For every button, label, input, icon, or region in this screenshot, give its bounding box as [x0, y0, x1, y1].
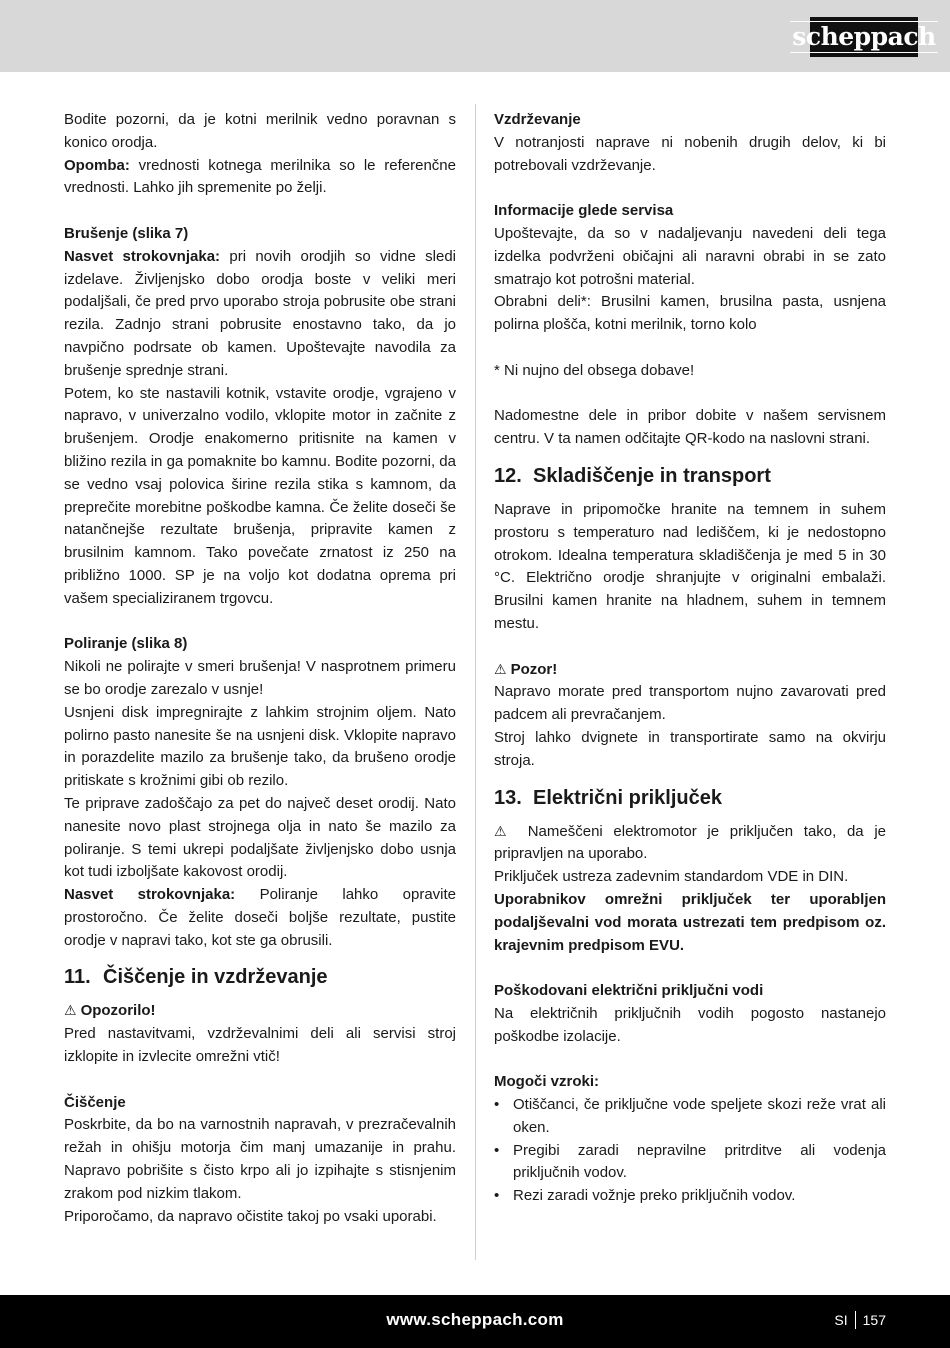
paragraph: Te priprave zadoščajo za pet do največ deset orodij. Nato nanesite novo plast strojnega olja in nato še mazilo za poliranje. S temi ukrepi podaljšate življenjsko dobo usnja kot tudi izboljšate kakovost orodij. [64, 794, 456, 881]
separator [855, 1311, 856, 1329]
section-title: Skladiščenje in transport [533, 464, 771, 487]
warning-triangle-icon: ⚠ [494, 661, 507, 678]
page-header [0, 0, 950, 72]
section-number: 12. [494, 464, 522, 487]
tip-text: Poliranje lahko opravite prostoročno. Če želite doseči boljše rezultate, pustite orodje v napravi tako, kot ste ga obrusili. [64, 886, 456, 949]
causes-list [494, 1094, 886, 1208]
note-text: vrednosti kotnega merilnika so le referenčne vrednosti. Lahko jih spremenite po želji. [64, 156, 456, 197]
scheppach-logo [792, 17, 936, 57]
paragraph-bold: Uporabnikov omrežni priključek ter uporabljen podaljševalni vod morata ustrezati tem predpisom oz. krajevnim predpisom EVU. [494, 890, 886, 954]
section-heading-12 [494, 462, 886, 490]
section-number: 11. [64, 966, 91, 989]
tip-text: pri novih orodjih so vidne sledi izdelave. Življenjsko dobo orodja boste v veliki meri podaljšali, če pred prvo uporabo stroja pobrusite obe strani rezila. Zadnjo strani pobrusite enostavno tako, da jo navpično podrsate ob kamen. Upoštevajte navodila za brušenje sprednje strani. [64, 247, 456, 379]
paragraph: Poskrbite, da bo na varnostnih napravah, v prezračevalnih režah in ohišju motorja čim manj umazanije in prahu. Napravo pobrišite s čisto krpo ali jo izpihajte s stisnjenim zrakom pod nizkim tlakom. [64, 1116, 456, 1202]
column-divider [475, 104, 476, 1260]
left-column [64, 109, 456, 1228]
paragraph: Upoštevajte, da so v nadaljevanju navedeni deli tega izdelka podvrženi običajni ali naravni obrabi in se zato smatrajo kot potrošni material. [494, 224, 886, 288]
paragraph [64, 155, 456, 201]
page-indicator [834, 1311, 886, 1329]
warning-triangle-icon: ⚠ [494, 823, 514, 840]
paragraph: * Ni nujno del obsega dobave! [494, 361, 695, 379]
warning-heading [64, 1000, 456, 1023]
subheading-brusenje: Brušenje (slika 7) [64, 224, 189, 242]
section-heading-11 [64, 963, 456, 991]
paragraph [64, 884, 456, 952]
paragraph: Nadomestne dele in pribor dobite v našem servisnem centru. V ta namen odčitajte QR-kodo na naslovni strani. [494, 407, 886, 448]
page-footer [0, 1295, 950, 1348]
list-item: • Otiščanci, če priključne vode speljete skozi reže vrat ali oken. [494, 1094, 886, 1140]
section-title: Čiščenje in vzdrževanje [103, 966, 328, 989]
warning-label: Pozor! [510, 660, 558, 678]
paragraph-text: Nameščeni elektromotor je priključen tako, da je pripravljen na uporabo. [494, 822, 886, 863]
warning-label: Opozorilo! [80, 1002, 156, 1020]
warning-heading [494, 659, 886, 682]
paragraph: Stroj lahko dvignete in transportirate samo na okvirju stroja. [494, 728, 886, 769]
subheading-poliranje: Poliranje (slika 8) [64, 635, 188, 653]
paragraph: Priključek ustreza zadevnim standardom VDE in DIN. [494, 868, 849, 886]
paragraph [64, 246, 456, 383]
subheading-ciscenje: Čiščenje [64, 1093, 126, 1111]
paragraph: Usnjeni disk impregnirajte z lahkim strojnim oljem. Nato polirno pasto nanesite še na usnjeni disk. Vklopite napravo in porazdelite mazilo za brušenje tako, da brušeno orodje pritiskate s krožnimi gibi ob rezilo. [64, 703, 456, 790]
paragraph: Naprave in pripomočke hranite na temnem in suhem prostoru s temperaturo nad lediščem, ki je nedostopno otrokom. Idealna temperatura skladiščenja je med 5 in 30 °C. Električno orodje shranjujte v originalni embalaži. Brusilni kamen hranite na hladnem, suhem in temnem mestu. [494, 500, 886, 632]
paragraph: Priporočamo, da napravo očistite takoj po vsaki uporabi. [64, 1207, 437, 1225]
list-item: • Pregibi zaradi nepravilne pritrditve ali vodenja priključnih vodov. [494, 1140, 886, 1186]
paragraph: Napravo morate pred transportom nujno zavarovati pred padcem ali prevračanjem. [494, 683, 886, 724]
paragraph: Obrabni deli*: Brusilni kamen, brusilna pasta, usnjena polirna plošča, kotni merilnik, torno kolo [494, 293, 886, 334]
paragraph: Pred nastavitvami, vzdrževalnimi deli ali servisi stroj izklopite in izvlecite omrežni vtič! [64, 1025, 456, 1066]
language-code: SI [834, 1312, 848, 1328]
right-column [494, 109, 886, 1208]
section-title: Električni priključek [533, 786, 722, 809]
website-link[interactable]: www.scheppach.com [386, 1310, 564, 1329]
subheading-vzdrzevanje: Vzdrževanje [494, 111, 581, 128]
page-number: 157 [862, 1312, 886, 1328]
paragraph: Nikoli ne polirajte v smeri brušenja! V nasprotnem primeru se bo orodje zarezalo v usnje! [64, 658, 456, 698]
warning-triangle-icon: ⚠ [64, 1003, 77, 1020]
note-label: Opomba: [64, 156, 130, 174]
section-heading-13 [494, 784, 886, 812]
tip-label: Nasvet strokovnjaka: [64, 886, 236, 904]
list-item: • Rezi zaradi vožnje preko priključnih vodov. [494, 1185, 886, 1208]
paragraph: Bodite pozorni, da je kotni merilnik vedno poravnan s konico orodja. [64, 111, 456, 151]
subheading-vzroki: Mogoči vzroki: [494, 1073, 600, 1091]
paragraph: Na električnih priključnih vodih pogosto nastanejo poškodbe izolacije. [494, 1004, 886, 1045]
tip-label: Nasvet strokovnjaka: [64, 247, 221, 265]
subheading-poskodovani: Poškodovani električni priključni vodi [494, 982, 764, 1000]
section-number: 13. [494, 786, 522, 809]
paragraph: Potem, ko ste nastavili kotnik, vstavite orodje, vgrajeno v napravo, v univerzalno vodilo, vklopite motor in začnite z brušenjem. Orodje enakomerno pritisnite na kamen v bližino rezila in ga pomaknite bo kamnu. Bodite pozorni, da se vedno vsaj polovica širine rezila stika s kamnom, da preprečite morebitne poškodbe kamna. Če želite doseči še natančnejše rezultate brušenja, pripravite kamen z brusilnim kamnom. Tako povečate zrnatost iz 250 na približno 1000. SP je na voljo kot dodatna oprema pri vašem specializiranem trgovcu. [64, 384, 456, 607]
subheading-servis: Informacije glede servisa [494, 202, 674, 220]
logo-text: scheppach [792, 22, 936, 51]
paragraph: V notranjosti naprave ni nobenih drugih delov, ki bi potrebovali vzdrževanje. [494, 133, 886, 174]
paragraph [494, 821, 886, 867]
